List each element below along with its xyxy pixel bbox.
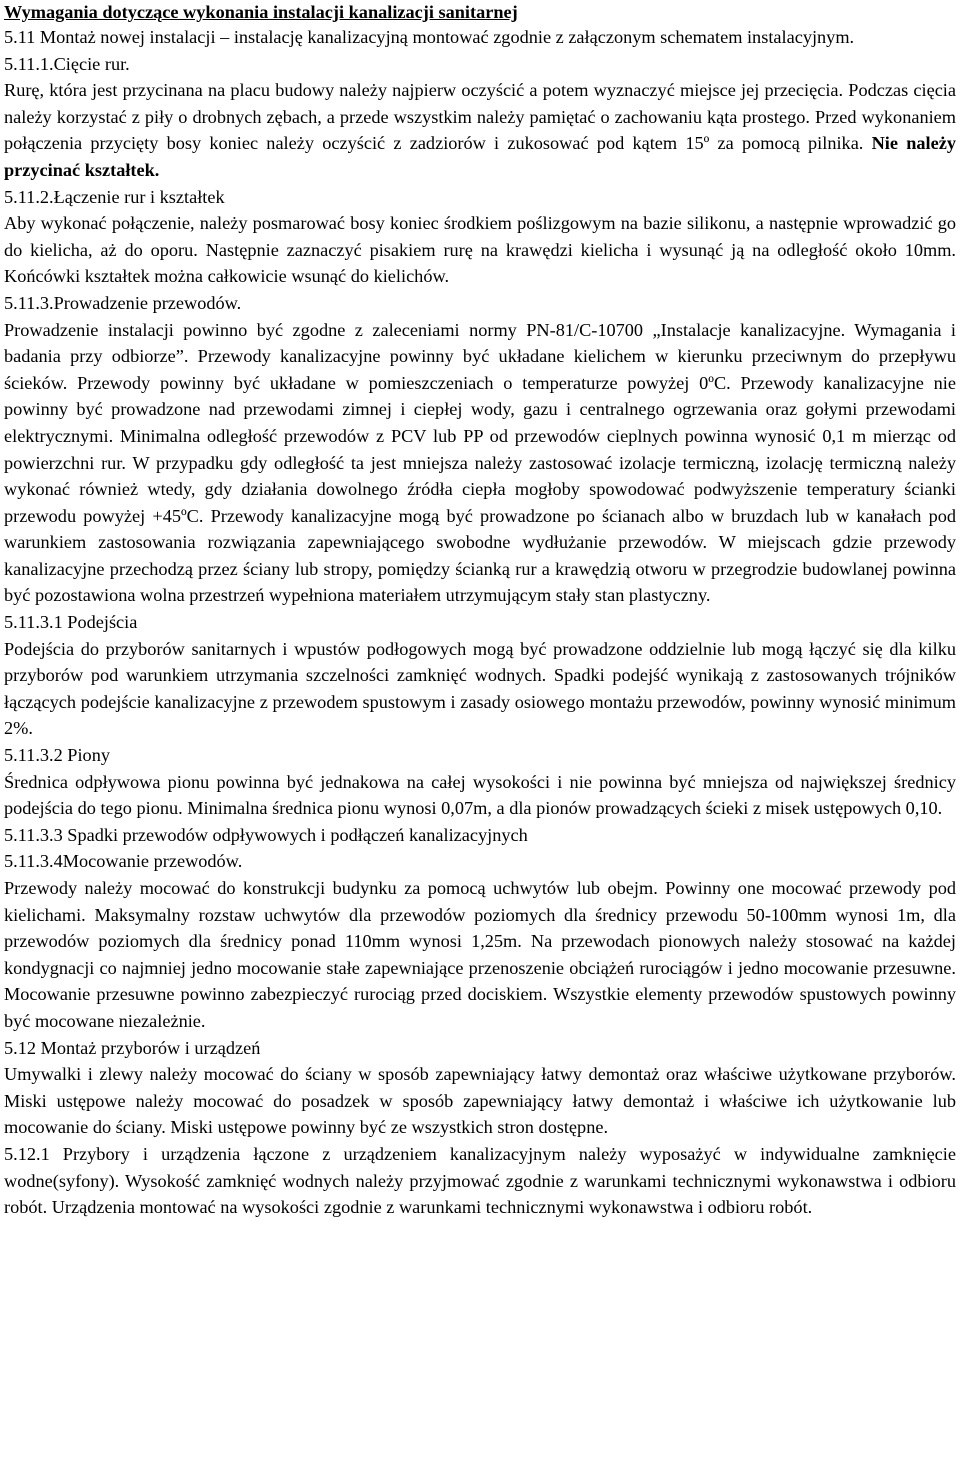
paragraph-5-11-1-text-b: za pomocą pilnika. [709, 133, 872, 154]
heading-5-11-3: 5.11.3.Prowadzenie przewodów. [4, 292, 242, 313]
paragraph-5-11-2: Aby wykonać połączenie, należy posmarować bosy koniec środkiem poślizgowym na bazie silikonu, a następnie wprowadzić go do kielicha, aż do oporu. Następnie zaznaczyć pisakiem rurę na krawędzi kielicha i wysunąć ją na odległość około 10mm. Końcówki kształtek można całkowicie wsunąć do kielichów. [4, 213, 956, 287]
paragraph-5-11-3-2: Średnica odpływowa pionu powinna być jednakowa na całej wysokości i nie powinna być mniejsza od największej średnicy podejścia do tego pionu. Minimalna średnica pionu wynosi 0,07m, a dla pionów prowadzących ścieki z misek ustępowych 0,10. [4, 771, 956, 819]
paragraph-5-11-3-1: Podejścia do przyborów sanitarnych i wpustów podłogowych mogą być prowadzone oddzielnie lub mogą łączyć się dla kilku przyborów pod warunkiem utrzymania szczelności zamknięć wodnych. Spadki podejść wynikają z zastosowanych trójników łączących podejście kanalizacyjne z przewodem spustowym i zasady osiowego montażu przewodów, powinny wynosić minimum 2%. [4, 638, 956, 739]
paragraph-5-11-1 [4, 77, 956, 183]
document-title: Wymagania dotyczące wykonania instalacji kanalizacji sanitarnej [4, 2, 518, 22]
heading-5-11-3-4: 5.11.3.4Mocowanie przewodów. [4, 851, 243, 872]
heading-5-12: 5.12 Montaż przyborów i urządzeń [4, 1037, 261, 1058]
heading-5-11-2: 5.11.2.Łączenie rur i kształtek [4, 186, 225, 207]
paragraph-5-11-3-4: Przewody należy mocować do konstrukcji budynku za pomocą uchwytów lub obejm. Powinny one mocować przewody pod kielichami. Maksymalny rozstaw uchwytów dla przewodów poziomych dla średnicy przewodu 50-100mm wynosi 1m, dla przewodów poziomych dla średnicy ponad 110mm wynosi 1,25m. Na przewodach pionowych należy stosować na każdej kondygnacji co najmniej jedno mocowanie stałe zapewniające przenoszenie obciążeń rurociągów i jedno mocowanie przesuwne. Mocowanie przesuwne powinno zabezpieczyć rurociąg przed dociskiem. Wszystkie elementy przewodów spustowych powinny być mocowane niezależnie. [4, 878, 956, 1031]
heading-5-11-3-3: 5.11.3.3 Spadki przewodów odpływowych i podłączeń kanalizacyjnych [4, 824, 528, 845]
paragraph-5-12-1: 5.12.1 Przybory i urządzenia łączone z urządzeniem kanalizacyjnym należy wyposażyć w indywidualne zamknięcie wodne(syfony). Wysokość zamknięć wodnych należy przyjmować zgodnie z warunkami technicznymi wykonawstwa i odbioru robót. Urządzenia montować na wysokości zgodnie z warunkami technicznymi wykonawstwa i odbioru robót. [4, 1143, 956, 1218]
bold-warning: Nie należy przycinać kształtek. [4, 133, 956, 180]
heading-5-11-3-2: 5.11.3.2 Piony [4, 745, 110, 766]
paragraph-5-12: Umywalki i zlewy należy mocować do ściany w sposób zapewniający łatwy demontaż oraz właściwe użytkowane przyborów. Miski ustępowe należy mocować do posadzek w sposób zapewniający łatwy demontaż i właściwe ich użytkowanie lub mocowanie do ściany. Miski ustępowe powinny być ze wszystkich stron dostępne. [4, 1064, 956, 1138]
section-5-11: 5.11 Montaż nowej instalacji – instalację kanalizacyjną montować zgodnie z załączonym schematem instalacyjnym. [4, 27, 855, 47]
heading-5-11-1: 5.11.1.Cięcie rur. [4, 53, 130, 74]
paragraph-5-11-3: Prowadzenie instalacji powinno być zgodne z zaleceniami normy PN-81/C-10700 „Instalacje kanalizacyjne. Wymagania i badania przy odbiorze”. Przewody kanalizacyjne powinny być układane kielichem w kierunku przeciwnym do przepływu ścieków. Przewody powinny być układane w pomieszczeniach o temperaturze powyżej 0ºC. Przewody kanalizacyjne nie powinny być prowadzone nad przewodami zimnej i ciepłej wody, gazu i centralnego ogrzewania oraz gołymi przewodami elektrycznymi. Minimalna odległość przewodów z PCV lub PP od przewodów cieplnych powinna wynosić 0,1 m mierząc od powierzchni rur. W przypadku gdy odległość ta jest mniejsza należy zastosować izolacje termiczną, izolację termiczną należy wykonać również wtedy, gdy działania dowolnego źródła ciepła mogłoby spowodować podwyższenie temperatury ścianki przewodu powyżej +45ºC. Przewody kanalizacyjne mogą być prowadzone po ścianach albo w bruzdach lub w kanałach pod warunkiem zastosowania rozwiązania zapewniającego swobodne wydłużanie przewodów. W miejscach gdzie przewody kanalizacyjne przechodzą przez ściany lub stropy, pomiędzy ścianką rur a krawędzią otworu w przegrodzie budowlanej powinna być pozostawiona wolna przestrzeń wypełniona materiałem utrzymującym stały stan plastyczny. [4, 319, 956, 606]
degree-sign: º [703, 133, 710, 154]
heading-5-11-3-1: 5.11.3.1 Podejścia [4, 612, 138, 633]
paragraph-5-11-1-text-a: Rurę, która jest przycinana na placu budowy należy najpierw oczyścić a potem wyznaczyć miejsce jej przecięcia. Podczas cięcia należy korzystać z piły o drobnych zębach, a przede wszystkim należy pamiętać o zachowaniu kąta prostego. Przed wykonaniem połączenia przycięty bosy koniec należy oczyścić z zadziorów i zukosować pod kątem 15 [4, 80, 956, 154]
